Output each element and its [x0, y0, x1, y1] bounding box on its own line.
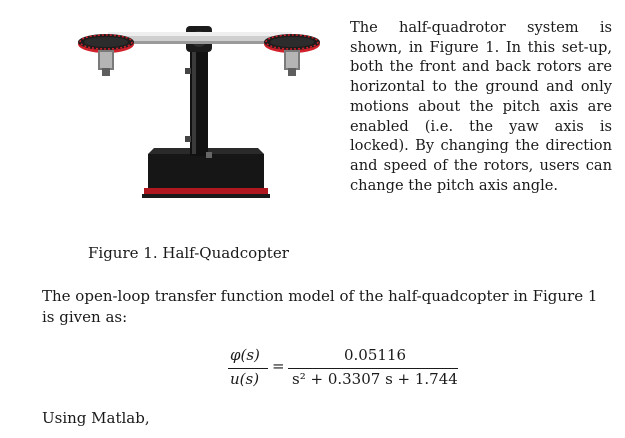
rhs-numerator: 0.05116 [344, 346, 407, 364]
rhs-denominator: s² + 0.3307 s + 1.744 [292, 370, 458, 388]
closing-text: Using Matlab, [42, 409, 150, 427]
description-paragraph: The half-quadrotor system is shown, in Figure 1. In this set-up, both the front and back rotors are horizontal to the ground and only motions about the pitch axis are enabled (i.e. the yaw axis is locked). By changing the direction and speed of the rotors, users can change the pitch axis angle. [350, 19, 612, 194]
equals-sign: = [272, 357, 285, 375]
vertical-post [185, 42, 212, 158]
lhs-fraction-line [228, 368, 268, 369]
rhs-fraction-line [288, 368, 458, 369]
intro-paragraph: The open-loop transfer function model of the half-quadcopter in Figure 1 is given as: [42, 287, 598, 326]
lhs-denominator: u(s) [230, 370, 260, 388]
right-rotor [264, 34, 320, 76]
left-rotor [78, 34, 134, 76]
figure-caption: Figure 1. Half-Quadcopter [88, 244, 289, 262]
lhs-numerator: φ(s) [230, 346, 260, 364]
half-quadrotor-photo [78, 8, 322, 206]
